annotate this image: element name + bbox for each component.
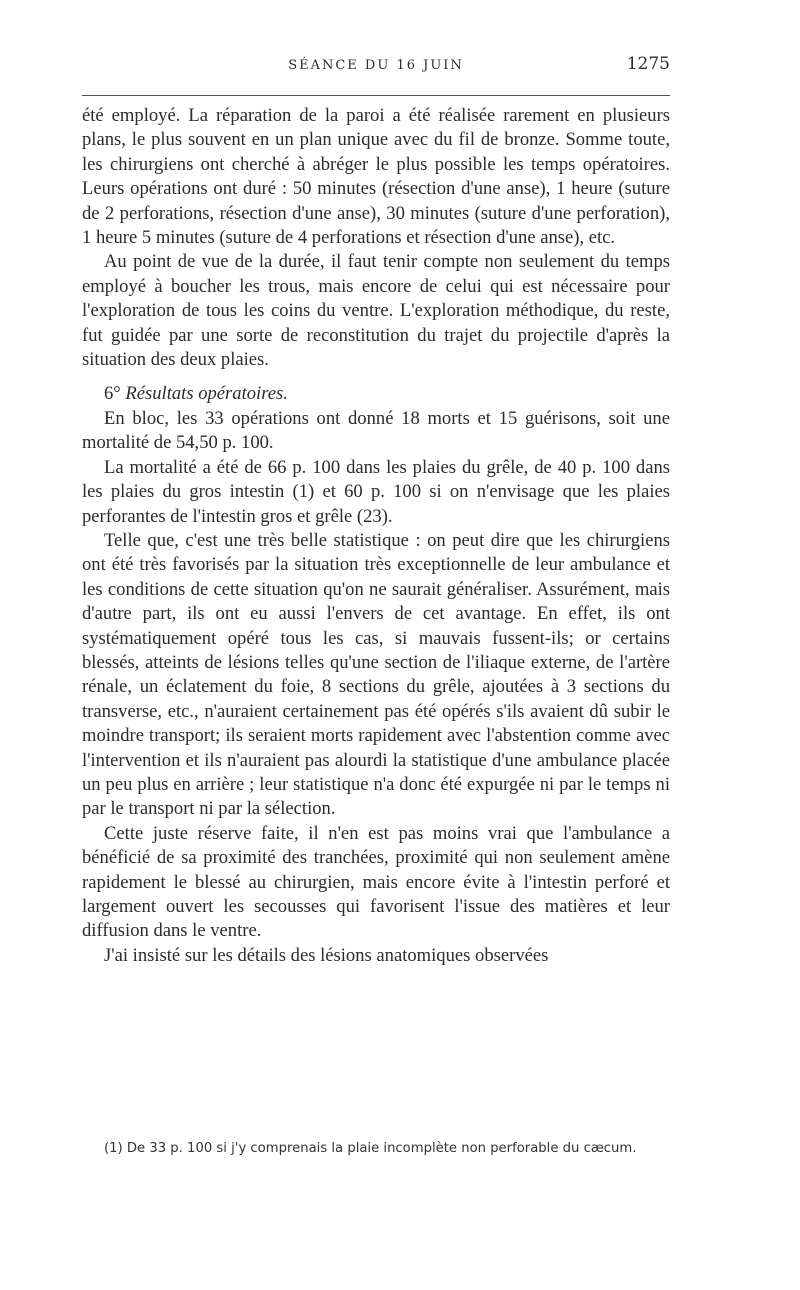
body-text [82,104,670,968]
section-title: Résultats opératoires. [125,383,288,405]
paragraph-results: En bloc, les 33 opérations ont donné 18 morts et 15 guérisons, soit une mortalité de 54,50 p. 100. [82,407,670,454]
paragraph-mortality: La mortalité a été de 66 p. 100 dans les plaies du grêle, de 40 p. 100 dans les plaies du gros intestin (1) et 60 p. 100 si on n'envisage que les plaies perforantes de l'intestin gros et grêle (23). [82,456,670,527]
header-rule [82,95,670,96]
paragraph-continuation: été employé. La réparation de la paroi a été réalisée rarement en plusieurs plans, le plus souvent en un plan unique avec du fil de bronze. Somme toute, les chirurgiens ont cherché à abréger le plus possible les temps opératoires. Leurs opérations ont duré : 50 minutes (résection d'une anse), 1 heure (suture de 2 perforations, résection d'une anse), 30 minutes (suture d'une perforation), 1 heure 5 minutes (suture de 4 perforations et résection d'une anse), etc. [82,105,670,249]
running-title: SÉANCE DU 16 JUIN [288,58,464,73]
section-number: 6° [104,383,121,405]
page-number: 1275 [626,54,670,74]
paragraph-final: J'ai insisté sur les détails des lésions anatomiques observées [104,944,549,966]
page-header [82,54,670,84]
paragraph-duration: Au point de vue de la durée, il faut tenir compte non seulement du temps employé à boucher les trous, mais encore de celui qui est nécessaire pour l'exploration de tous les coins du ventre. L'exploration méthodique, du reste, fut guidée par une sorte de reconstitution du trajet du projectile d'après la situation des deux plaies. [82,251,670,371]
paragraph-reserve: Cette juste réserve faite, il n'en est pas moins vrai que l'ambulance a bénéficié de sa proximité des tranchées, proximité qui non seulement amène rapidement le blessé au chirurgien, mais encore évite à l'intestin perforé et largement ouvert les secousses qui favorisent l'issue des matières et leur diffusion dans le ventre. [82,822,670,942]
footnote: (1) De 33 p. 100 si j'y comprenais la plaie incomplète non perforable du cæcum. [104,1141,637,1156]
paragraph-statistics: Telle que, c'est une très belle statistique : on peut dire que les chirurgiens ont été très favorisés par la situation très exceptionnelle de leur ambulance et les conditions de cette situation qu'on ne saurait généraliser. Assurément, mais d'autre part, ils ont eu aussi l'envers de cet avantage. En effet, ils ont systématiquement opéré tous les cas, si mauvais fussent-ils; or certains blessés, atteints de lésions telles qu'une section de l'iliaque externe, de l'artère rénale, un éclatement du foie, 8 sections du grêle, ajoutées à 3 sections du transverse, etc., n'auraient certainement pas été opérés s'ils avaient dû subir le moindre transport; ils seraient morts rapidement avec l'abstention comme avec l'intervention et ils n'auraient pas alourdi la statistique d'une ambulance placée un peu plus en arrière ; leur statistique n'a donc été expurgée ni par le temps ni par le transport ni par la sélection. [82,529,670,820]
section-heading [82,382,670,406]
